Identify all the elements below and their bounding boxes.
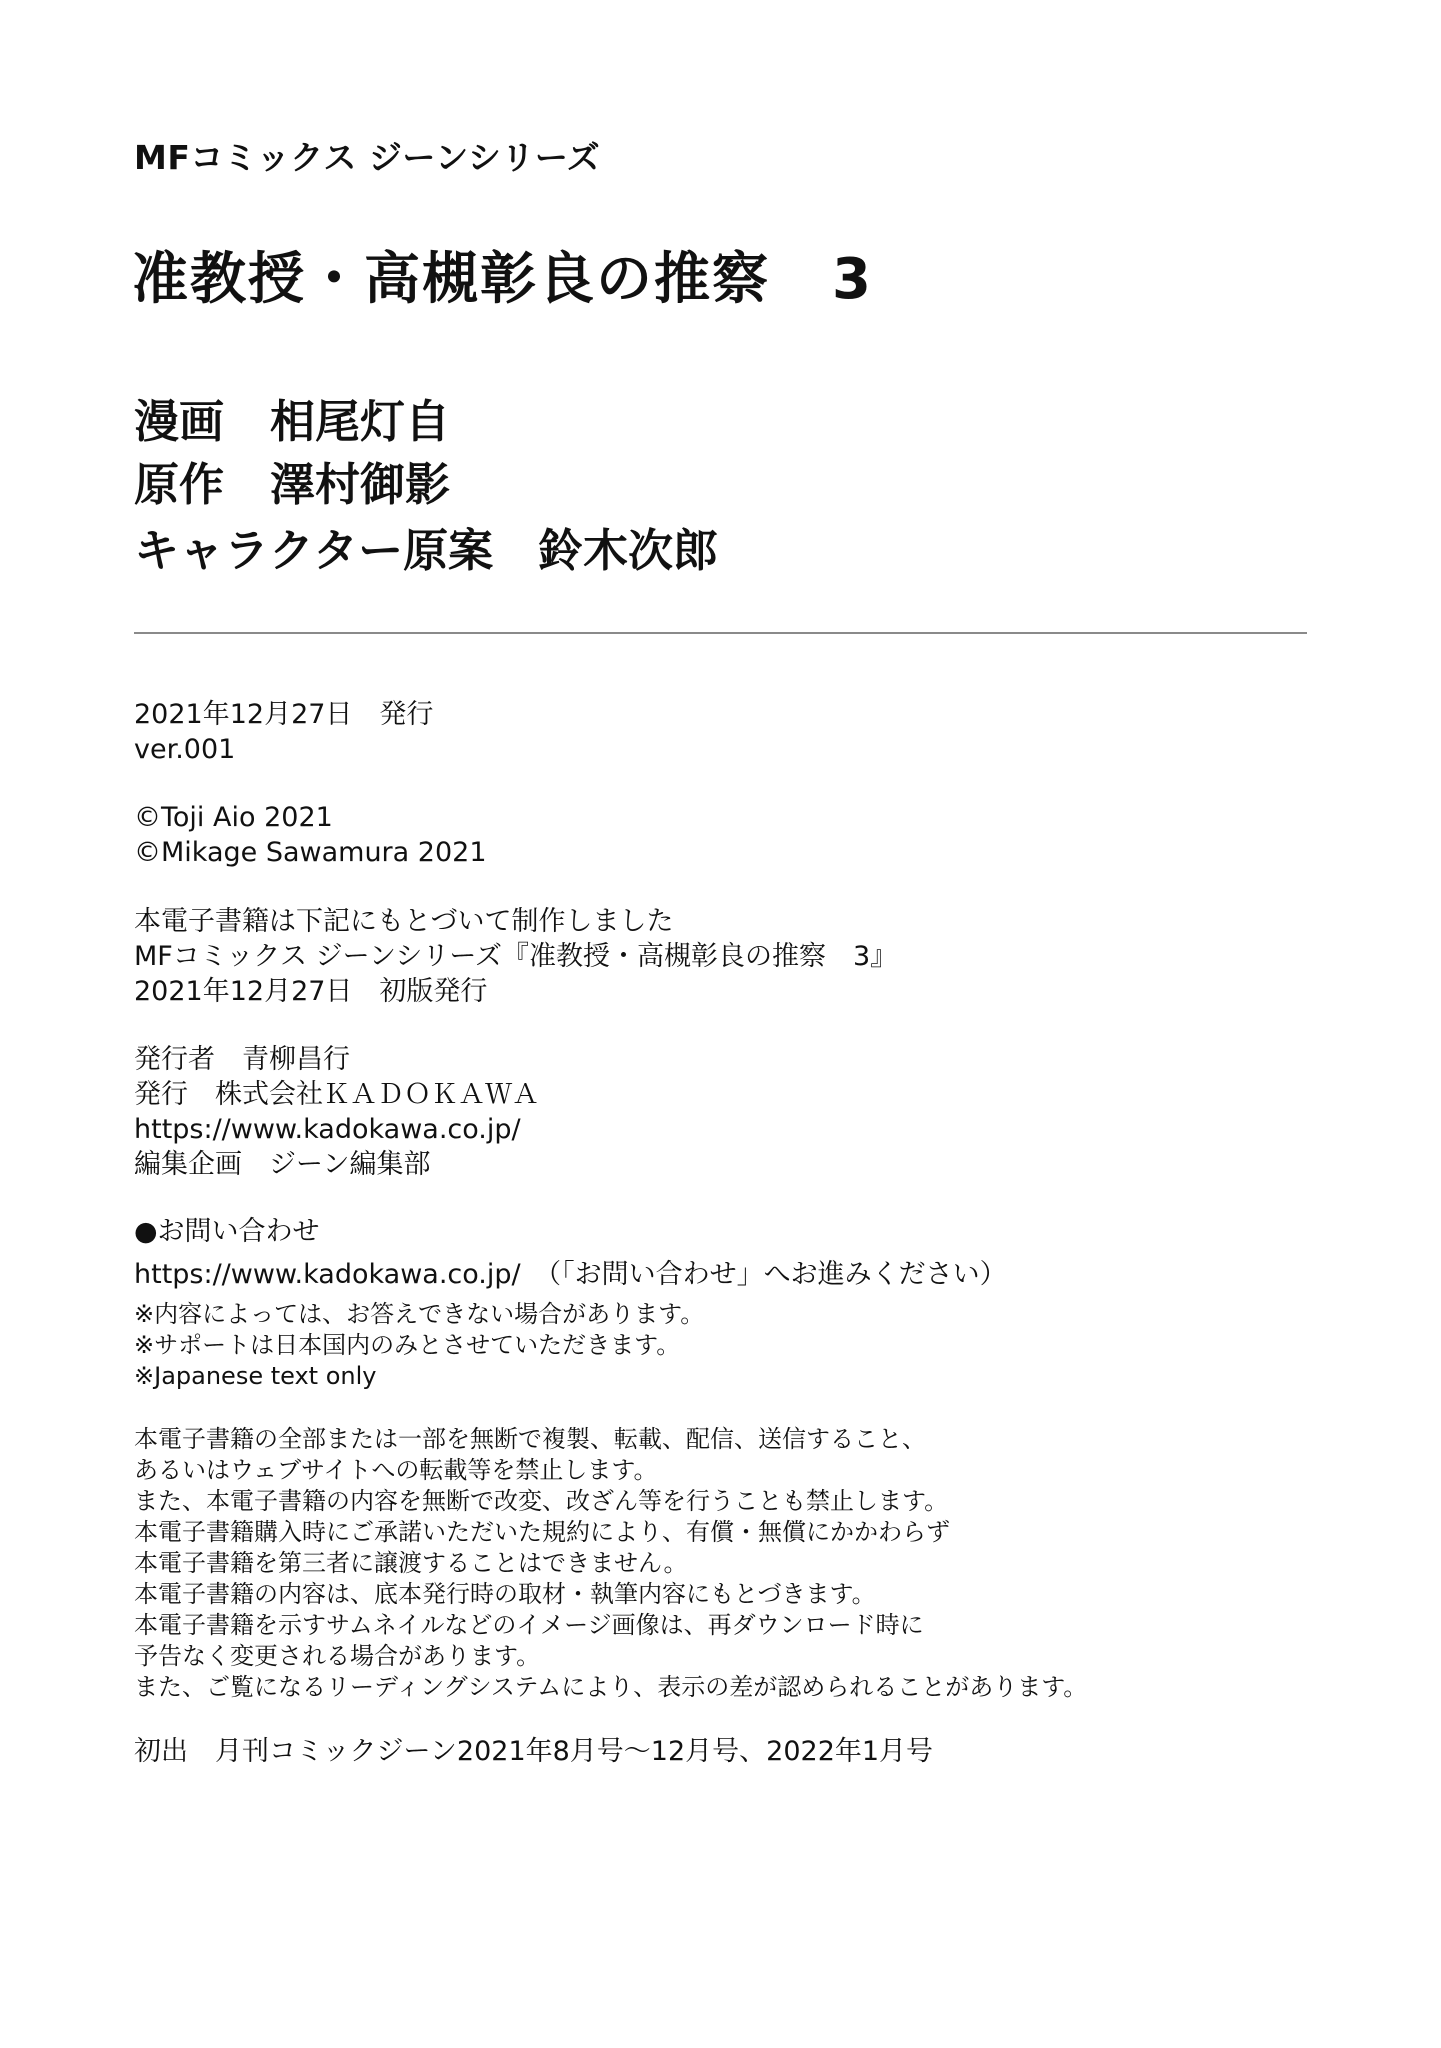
- publisher-line: 編集企画 ジーン編集部: [134, 1149, 431, 1180]
- book-title-heading: [132, 235, 873, 315]
- inquiry-note: ※内容によっては、お答えできない場合があります。: [134, 1300, 705, 1328]
- credit-character-design: [134, 514, 718, 579]
- volume-number: 3: [832, 247, 873, 312]
- source-line: 2021年12月27日 初版発行: [134, 976, 488, 1007]
- credit-original-work: [134, 448, 450, 513]
- publisher-line: 発行者 青柳昌行: [134, 1044, 350, 1075]
- publisher-block: [134, 1042, 539, 1182]
- publisher-line: 発行 株式会社ＫＡＤＯＫＡＷＡ: [134, 1079, 539, 1110]
- legal-line: また、ご覧になるリーディングシステムにより、表示の差が認められることがあります。: [134, 1673, 1088, 1701]
- legal-line: 本電子書籍購入時にご承諾いただいた規約により、有償・無償にかかわらず: [134, 1518, 950, 1546]
- book-title: 准教授・高槻彰良の推察: [132, 247, 770, 312]
- source-line: 本電子書籍は下記にもとづいて制作しました: [134, 906, 674, 937]
- inquiry-note: ※Japanese text only: [134, 1362, 377, 1390]
- first-appearance: 初出 月刊コミックジーン2021年8月号～12月号、2022年1月号: [134, 1736, 934, 1767]
- credit-name: 澤村御影: [270, 458, 451, 511]
- legal-line: 本電子書籍の内容は、底本発行時の取材・執筆内容にもとづきます。: [134, 1580, 876, 1608]
- credit-name: 相尾灯自: [270, 395, 451, 448]
- legal-notice: [134, 1424, 1087, 1703]
- copyright-block: [134, 800, 487, 870]
- inquiry-note: ※サポートは日本国内のみとさせていただきます。: [134, 1331, 681, 1359]
- credit-role: 原作: [134, 458, 225, 511]
- source-block: [134, 904, 897, 1009]
- publication-date: 2021年12月27日 発行: [134, 699, 434, 730]
- divider: [134, 632, 1307, 634]
- credit-role: 漫画: [134, 395, 225, 448]
- version-label: ver.001: [134, 734, 236, 765]
- credit-name: 鈴木次郎: [538, 524, 719, 577]
- series-label: MFコミックス ジーンシリーズ: [134, 138, 601, 177]
- copyright-line: ©Toji Aio 2021: [134, 802, 333, 833]
- legal-line: また、本電子書籍の内容を無断で改変、改ざん等を行うことも禁止します。: [134, 1487, 949, 1515]
- credit-manga: [134, 385, 450, 450]
- legal-line: 本電子書籍の全部または一部を無断で複製、転載、配信、送信すること、: [134, 1425, 926, 1453]
- legal-line: あるいはウェブサイトへの転載等を禁止します。: [134, 1456, 658, 1484]
- publisher-url: https://www.kadokawa.co.jp/: [134, 1114, 521, 1145]
- legal-line: 本電子書籍を示すサムネイルなどのイメージ画像は、再ダウンロード時に: [134, 1611, 924, 1639]
- inquiry-notes: [134, 1299, 704, 1392]
- inquiry-heading: ●お問い合わせ: [134, 1216, 320, 1247]
- publication-info: [134, 697, 433, 767]
- inquiry-url: https://www.kadokawa.co.jp/ （「お問い合わせ」へお進みください）: [134, 1259, 1007, 1290]
- legal-line: 本電子書籍を第三者に譲渡することはできません。: [134, 1549, 688, 1577]
- copyright-line: ©Mikage Sawamura 2021: [134, 837, 487, 868]
- source-line: MFコミックス ジーンシリーズ『准教授・高槻彰良の推察 3』: [134, 941, 898, 972]
- legal-line: 予告なく変更される場合があります。: [134, 1642, 541, 1670]
- credit-role: キャラクター原案: [134, 524, 494, 577]
